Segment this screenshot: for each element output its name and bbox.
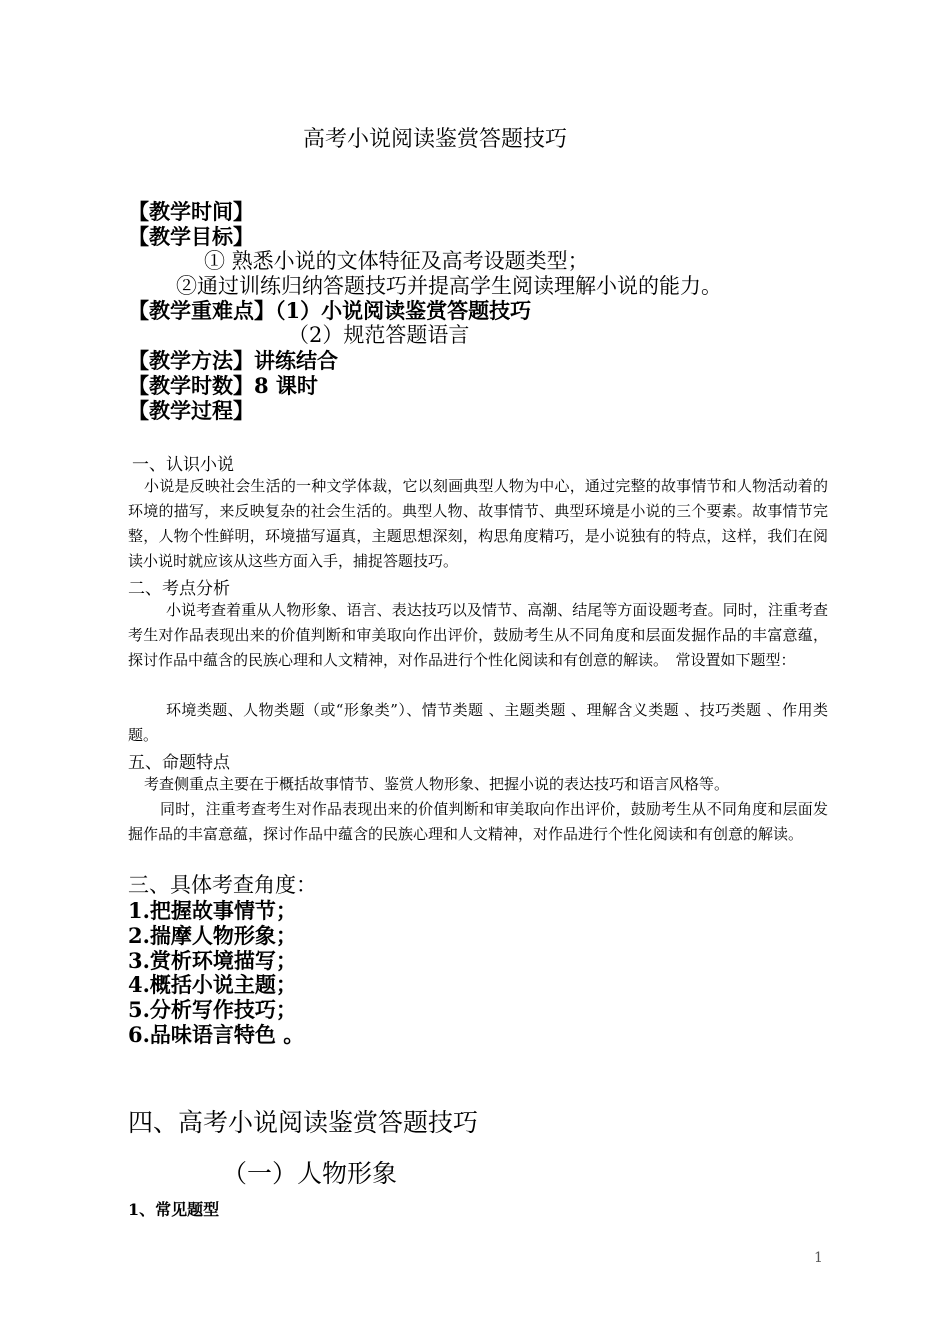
section2-types: 环境类题、人物类题（或“形象类”）、情节类题 、主题类题 、理解含义类题 、技巧类题 、作用类题。	[128, 701, 828, 744]
section5-body2: 同时，注重考查考生对作品表现出来的价值判断和审美取向作出评价，鼓励考生从不同角度和层面发掘作品的丰富意蕴，探讨作品中蕴含的民族心理和人文精神，对作品进行个性化阅读和有创意的解读。	[128, 800, 828, 843]
meta-goal: 【教学目标】	[128, 224, 254, 249]
section4-heading: 四、高考小说阅读鉴赏答题技巧	[128, 1108, 479, 1137]
meta-goal-1: ① 熟悉小说的文体特征及高考设题类型；	[204, 249, 589, 273]
section4-sub: （一）人物形象	[222, 1159, 398, 1188]
page-number: 1	[814, 1250, 823, 1266]
angle-item-2: 2.揣摩人物形象；	[128, 923, 297, 948]
section1-body: 小说是反映社会生活的一种文学体裁，它以刻画典型人物为中心，通过完整的故事情节和人物活动着的环境的描写，来反映复杂的社会生活的。典型人物、故事情节、典型环境是小说的三个要素。故事情节完整，人物个性鲜明，环境描写逼真，主题思想深刻，构思角度精巧，是小说独有的特点，这样，我们在阅读小说时就应该从这些方面入手，捕捉答题技巧。	[128, 477, 828, 570]
meta-difficulty: 【教学重难点】（1）小说阅读鉴赏答题技巧	[128, 298, 532, 323]
angle-item-6: 6.品味语言特色 。	[128, 1022, 305, 1047]
angle-item-5: 5.分析写作技巧；	[128, 997, 297, 1022]
section4-sub1: 1、常见题型	[128, 1200, 220, 1219]
meta-difficulty-2: （2）规范答题语言	[288, 323, 470, 347]
meta-process: 【教学过程】	[128, 398, 254, 423]
meta-time: 【教学时间】	[128, 199, 254, 224]
document-title: 高考小说阅读鉴赏答题技巧	[302, 127, 567, 152]
angle-item-4: 4.概括小说主题；	[128, 972, 297, 997]
angle-item-1: 1.把握故事情节；	[128, 898, 297, 923]
section3-heading: 三、具体考查角度：	[128, 873, 317, 897]
meta-goal-2: ②通过训练归纳答题技巧并提高学生阅读理解小说的能力。	[176, 274, 722, 298]
section5-body1: 考查侧重点主要在于概括故事情节、鉴赏人物形象、把握小说的表达技巧和语言风格等。	[144, 775, 730, 793]
section2-body: 小说考查着重从人物形象、语言、表达技巧以及情节、高潮、结尾等方面设题考查。同时，注重考查考生对作品表现出来的价值判断和审美取向作出评价，鼓励考生从不同角度和层面发掘作品的丰富意蕴，探讨作品中蕴含的民族心理和人文精神，对作品进行个性化阅读和有创意的解读。 常设置如下题型：	[128, 601, 828, 669]
angle-item-3: 3.赏析环境描写；	[128, 948, 297, 973]
section5-heading: 五、命题特点	[128, 753, 230, 773]
meta-method: 【教学方法】讲练结合	[128, 348, 338, 373]
section1-heading: 一、认识小说	[132, 455, 234, 475]
meta-hours: 【教学时数】8 课时	[128, 373, 318, 398]
section2-heading: 二、考点分析	[128, 579, 230, 599]
